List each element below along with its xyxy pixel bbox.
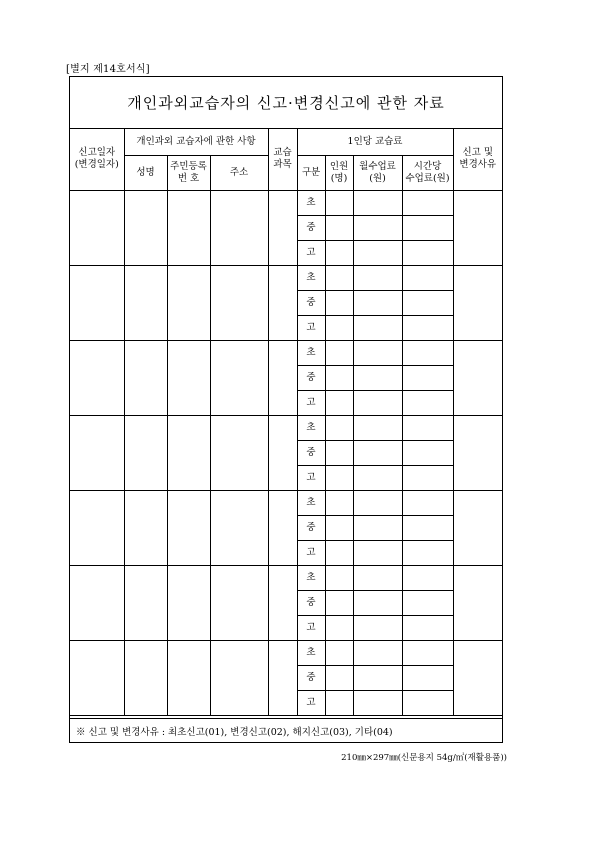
form-title: 개인과외교습자의 신고·변경신고에 관한 자료 xyxy=(70,77,502,129)
monthly-fee-cell[interactable] xyxy=(353,490,402,515)
headcount-cell[interactable] xyxy=(325,415,353,440)
header-headcount-line2: (명) xyxy=(330,172,348,184)
category-cell: 중 xyxy=(297,440,325,465)
headcount-cell[interactable] xyxy=(325,240,353,265)
monthly-fee-cell[interactable] xyxy=(353,215,402,240)
headcount-cell[interactable] xyxy=(325,290,353,315)
hourly-fee-cell[interactable] xyxy=(402,315,453,340)
header-resident-no-line1: 주민등록 xyxy=(170,160,207,172)
header-hourly-fee-line1: 시간당 xyxy=(413,160,442,172)
header-address: 주소 xyxy=(210,155,268,190)
category-cell: 고 xyxy=(297,615,325,640)
subject-cell[interactable] xyxy=(268,190,297,265)
paper-spec: 210㎜×297㎜(신문용지 54g/㎡(재활용품)) xyxy=(341,753,507,763)
hourly-fee-cell[interactable] xyxy=(402,490,453,515)
monthly-fee-cell[interactable] xyxy=(353,665,402,690)
address-cell[interactable] xyxy=(210,415,268,490)
monthly-fee-cell[interactable] xyxy=(353,440,402,465)
category-cell: 초 xyxy=(297,490,325,515)
header-resident-no xyxy=(167,155,210,190)
category-cell: 초 xyxy=(297,265,325,290)
subject-cell[interactable] xyxy=(268,340,297,415)
reason-cell[interactable] xyxy=(453,490,502,565)
name-cell[interactable] xyxy=(124,415,167,490)
monthly-fee-cell[interactable] xyxy=(353,615,402,640)
table-row xyxy=(70,640,502,665)
header-hourly-fee xyxy=(402,155,453,190)
reason-cell[interactable] xyxy=(453,565,502,640)
address-cell[interactable] xyxy=(210,340,268,415)
category-cell: 고 xyxy=(297,540,325,565)
address-cell[interactable] xyxy=(210,640,268,715)
category-cell: 초 xyxy=(297,415,325,440)
header-monthly-fee xyxy=(353,155,402,190)
headcount-cell[interactable] xyxy=(325,265,353,290)
name-cell[interactable] xyxy=(124,490,167,565)
table-row xyxy=(70,190,502,215)
header-category: 구분 xyxy=(297,155,325,190)
headcount-cell[interactable] xyxy=(325,365,353,390)
hourly-fee-cell[interactable] xyxy=(402,665,453,690)
category-cell: 초 xyxy=(297,340,325,365)
headcount-cell[interactable] xyxy=(325,640,353,665)
monthly-fee-cell[interactable] xyxy=(353,340,402,365)
name-cell[interactable] xyxy=(124,190,167,265)
hourly-fee-cell[interactable] xyxy=(402,415,453,440)
header-subject-line1: 교습 xyxy=(273,147,292,159)
resident-no-cell[interactable] xyxy=(167,640,210,715)
subject-cell[interactable] xyxy=(268,565,297,640)
resident-no-cell[interactable] xyxy=(167,565,210,640)
form-number: [별지 제14호서식] xyxy=(66,64,150,75)
hourly-fee-cell[interactable] xyxy=(402,190,453,215)
hourly-fee-cell[interactable] xyxy=(402,540,453,565)
headcount-cell[interactable] xyxy=(325,190,353,215)
address-cell[interactable] xyxy=(210,490,268,565)
hourly-fee-cell[interactable] xyxy=(402,365,453,390)
table-row xyxy=(70,340,502,365)
header-report-date xyxy=(70,129,124,190)
monthly-fee-cell[interactable] xyxy=(353,265,402,290)
hourly-fee-cell[interactable] xyxy=(402,640,453,665)
report-date-cell[interactable] xyxy=(70,340,124,415)
header-reason xyxy=(453,129,502,190)
form-frame xyxy=(69,76,503,743)
headcount-cell[interactable] xyxy=(325,515,353,540)
monthly-fee-cell[interactable] xyxy=(353,590,402,615)
reason-cell[interactable] xyxy=(453,190,502,265)
header-reason-line1: 신고 및 xyxy=(462,147,494,159)
category-cell: 초 xyxy=(297,190,325,215)
category-cell: 고 xyxy=(297,240,325,265)
header-resident-no-line2: 번 호 xyxy=(177,172,200,184)
header-subject-line2: 과목 xyxy=(273,159,292,171)
category-cell: 중 xyxy=(297,590,325,615)
monthly-fee-cell[interactable] xyxy=(353,415,402,440)
header-fee-per-person: 1인당 교습료 xyxy=(297,129,453,155)
resident-no-cell[interactable] xyxy=(167,265,210,340)
name-cell[interactable] xyxy=(124,565,167,640)
hourly-fee-cell[interactable] xyxy=(402,340,453,365)
header-subject xyxy=(268,129,297,190)
subject-cell[interactable] xyxy=(268,265,297,340)
subject-cell[interactable] xyxy=(268,490,297,565)
hourly-fee-cell[interactable] xyxy=(402,265,453,290)
report-date-cell[interactable] xyxy=(70,490,124,565)
hourly-fee-cell[interactable] xyxy=(402,515,453,540)
reason-cell[interactable] xyxy=(453,340,502,415)
headcount-cell[interactable] xyxy=(325,215,353,240)
header-hourly-fee-line2: 수업료(원) xyxy=(405,172,450,184)
monthly-fee-cell[interactable] xyxy=(353,640,402,665)
resident-no-cell[interactable] xyxy=(167,415,210,490)
headcount-cell[interactable] xyxy=(325,540,353,565)
monthly-fee-cell[interactable] xyxy=(353,690,402,715)
address-cell[interactable] xyxy=(210,565,268,640)
address-cell[interactable] xyxy=(210,265,268,340)
hourly-fee-cell[interactable] xyxy=(402,615,453,640)
header-name: 성명 xyxy=(124,155,167,190)
header-reason-line2: 변경사유 xyxy=(459,159,497,171)
monthly-fee-cell[interactable] xyxy=(353,565,402,590)
monthly-fee-cell[interactable] xyxy=(353,465,402,490)
headcount-cell[interactable] xyxy=(325,665,353,690)
headcount-cell[interactable] xyxy=(325,615,353,640)
resident-no-cell[interactable] xyxy=(167,340,210,415)
monthly-fee-cell[interactable] xyxy=(353,315,402,340)
hourly-fee-cell[interactable] xyxy=(402,690,453,715)
table-row xyxy=(70,415,502,440)
monthly-fee-cell[interactable] xyxy=(353,540,402,565)
name-cell[interactable] xyxy=(124,340,167,415)
name-cell[interactable] xyxy=(124,640,167,715)
monthly-fee-cell[interactable] xyxy=(353,390,402,415)
headcount-cell[interactable] xyxy=(325,315,353,340)
monthly-fee-cell[interactable] xyxy=(353,365,402,390)
headcount-cell[interactable] xyxy=(325,390,353,415)
category-cell: 고 xyxy=(297,465,325,490)
hourly-fee-cell[interactable] xyxy=(402,565,453,590)
table-row xyxy=(70,565,502,590)
category-cell: 고 xyxy=(297,315,325,340)
category-cell: 초 xyxy=(297,640,325,665)
name-cell[interactable] xyxy=(124,265,167,340)
hourly-fee-cell[interactable] xyxy=(402,465,453,490)
headcount-cell[interactable] xyxy=(325,440,353,465)
subject-cell[interactable] xyxy=(268,640,297,715)
hourly-fee-cell[interactable] xyxy=(402,215,453,240)
header-monthly-fee-line1: 월수업료 xyxy=(359,160,396,172)
header-headcount xyxy=(325,155,353,190)
header-report-date-label: 신고일자 xyxy=(78,147,116,159)
subject-cell[interactable] xyxy=(268,415,297,490)
headcount-cell[interactable] xyxy=(325,690,353,715)
category-cell: 중 xyxy=(297,215,325,240)
headcount-cell[interactable] xyxy=(325,465,353,490)
headcount-cell[interactable] xyxy=(325,565,353,590)
reason-cell[interactable] xyxy=(453,265,502,340)
hourly-fee-cell[interactable] xyxy=(402,290,453,315)
headcount-cell[interactable] xyxy=(325,340,353,365)
footnote: ※ 신고 및 변경사유 : 최초신고(01), 변경신고(02), 해지신고(03), 기타(04) xyxy=(70,718,502,742)
header-headcount-line1: 인원 xyxy=(329,160,349,172)
category-cell: 중 xyxy=(297,515,325,540)
monthly-fee-cell[interactable] xyxy=(353,190,402,215)
headcount-cell[interactable] xyxy=(325,490,353,515)
resident-no-cell[interactable] xyxy=(167,490,210,565)
table-row xyxy=(70,490,502,515)
hourly-fee-cell[interactable] xyxy=(402,590,453,615)
report-date-cell[interactable] xyxy=(70,265,124,340)
table-row xyxy=(70,265,502,290)
resident-no-cell[interactable] xyxy=(167,190,210,265)
category-cell: 초 xyxy=(297,565,325,590)
header-report-date-sublabel: (변경일자) xyxy=(74,159,119,171)
hourly-fee-cell[interactable] xyxy=(402,240,453,265)
report-date-cell[interactable] xyxy=(70,640,124,715)
report-table xyxy=(70,129,502,716)
category-cell: 고 xyxy=(297,390,325,415)
monthly-fee-cell[interactable] xyxy=(353,290,402,315)
reason-cell[interactable] xyxy=(453,640,502,715)
report-date-cell[interactable] xyxy=(70,415,124,490)
headcount-cell[interactable] xyxy=(325,590,353,615)
report-date-cell[interactable] xyxy=(70,565,124,640)
monthly-fee-cell[interactable] xyxy=(353,515,402,540)
category-cell: 중 xyxy=(297,365,325,390)
monthly-fee-cell[interactable] xyxy=(353,240,402,265)
address-cell[interactable] xyxy=(210,190,268,265)
header-tutor-info: 개인과외 교습자에 관한 사항 xyxy=(124,129,268,155)
category-cell: 고 xyxy=(297,690,325,715)
hourly-fee-cell[interactable] xyxy=(402,440,453,465)
category-cell: 중 xyxy=(297,665,325,690)
record-body xyxy=(70,190,502,715)
header-monthly-fee-line2: (원) xyxy=(369,172,386,184)
report-date-cell[interactable] xyxy=(70,190,124,265)
hourly-fee-cell[interactable] xyxy=(402,390,453,415)
category-cell: 중 xyxy=(297,290,325,315)
reason-cell[interactable] xyxy=(453,415,502,490)
